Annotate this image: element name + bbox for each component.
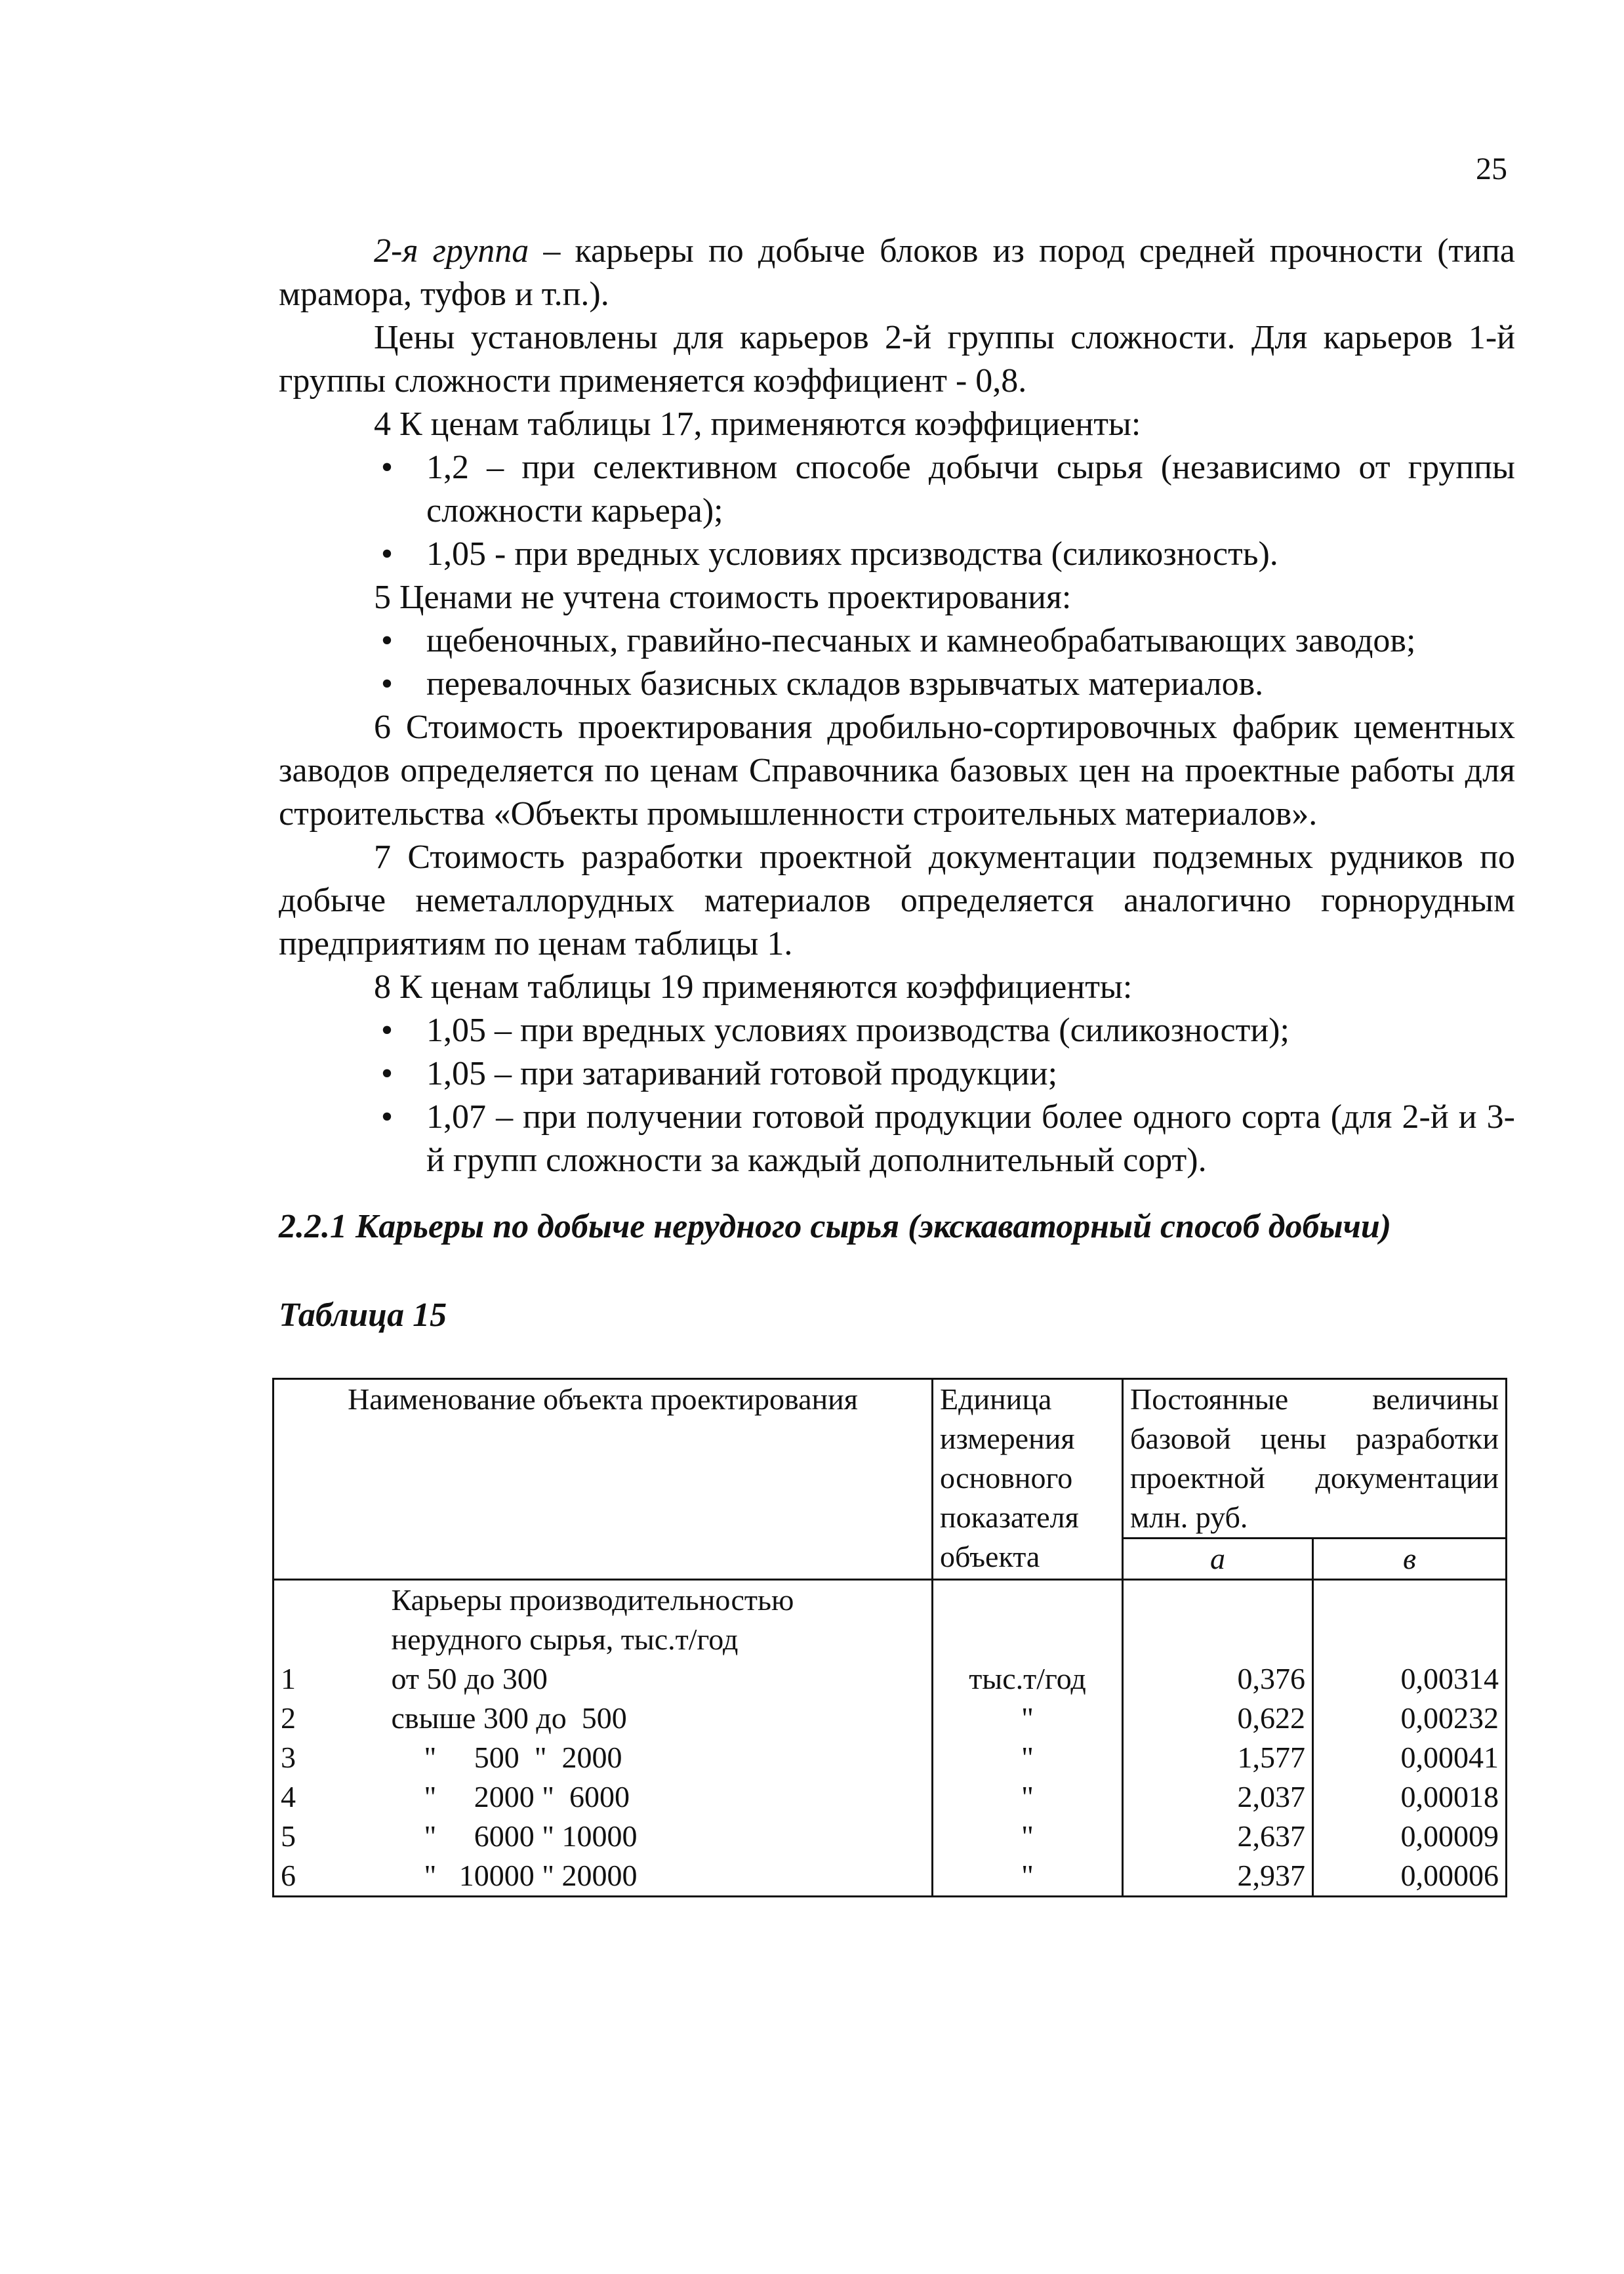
row-number: 4 [274,1777,333,1817]
body-text [279,230,1515,1182]
row-name: " 2000 " 6000 [333,1777,933,1817]
row-name: " 6000 " 10000 [333,1817,933,1856]
row-number: 5 [274,1817,333,1856]
row-unit: " [933,1777,1123,1817]
price-table [272,1378,1507,1897]
table-row [274,1659,1507,1699]
row-value-a: 0,622 [1123,1699,1313,1738]
bullet-icon: • [380,665,394,703]
row-name: свыше 300 до 500 [333,1699,933,1738]
bullet-icon: • [380,449,394,486]
section-heading: 2.2.1 Карьеры по добыче нерудного сырья (экскаваторный способ добычи) [279,1208,1392,1245]
row-number: 3 [274,1738,333,1777]
paragraph-crushing-plants: 6 Стоимость проектирования дробильно-сортировочных фабрик цементных заводов определяется по ценам Справочника базовых цен на проектные работы для строительства «Объекты промышленности строительных материалов». [279,709,1515,833]
list-item: • 1,05 – при вредных условиях производства (силикозности); [279,1009,1515,1052]
table-header-row [274,1379,1507,1539]
paragraph-prices-note: Цены установлены для карьеров 2-й группы сложности. Для карьеров 1-й группы сложности применяется коэффициент - 0,8. [279,319,1515,400]
table-row [274,1777,1507,1817]
column-header-unit: Единица измерения основного показателя объекта [933,1379,1123,1580]
row-value-a: 2,637 [1123,1817,1313,1856]
column-header-price: Постоянные величины базовой цены разработки проектной документации млн. руб. [1123,1379,1507,1539]
not-included-list [279,619,1515,706]
table-row [274,1817,1507,1856]
group-description: – карьеры по добыче блоков из пород средней прочности (типа мрамора, туфов и т.п.). [279,232,1515,313]
bullet-icon: • [380,1055,394,1092]
row-unit: " [933,1699,1123,1738]
column-header-b: в [1313,1539,1507,1580]
bullet-icon: • [380,622,394,659]
row-value-b: 0,00006 [1313,1856,1507,1897]
row-unit: " [933,1856,1123,1897]
row-name: " 10000 " 20000 [333,1856,933,1897]
bullet-icon: • [380,1098,394,1136]
list-item: • перевалочных базисных складов взрывчатых материалов. [279,663,1515,706]
bullet-icon: • [380,1012,394,1049]
row-value-a: 1,577 [1123,1738,1313,1777]
paragraph-coefficients-19: 8 К ценам таблицы 19 применяются коэффициенты: [374,968,1133,1006]
row-value-a: 0,376 [1123,1659,1313,1699]
row-value-a: 2,937 [1123,1856,1313,1897]
row-number: 6 [274,1856,333,1897]
column-header-name: Наименование объекта проектирования [274,1379,933,1580]
list-item: • 1,2 – при селективном способе добычи сырья (независимо от группы сложности карьера); [279,446,1515,533]
paragraph-not-included: 5 Ценами не учтена стоимость проектирования: [374,579,1072,616]
group-label: 2-я группа [374,232,529,270]
paragraph-underground-mines: 7 Стоимость разработки проектной документации подземных рудников по добыче неметаллорудных материалов определяется аналогично горнорудным предприятиям по ценам таблицы 1. [279,838,1515,962]
coefficients-17-list [279,446,1515,576]
paragraph-coefficients-17: 4 К ценам таблицы 17, применяются коэффициенты: [374,405,1141,443]
list-item: • 1,05 – при затариваний готовой продукции; [279,1052,1515,1096]
page-number: 25 [1476,152,1507,186]
row-number: 2 [274,1699,333,1738]
row-value-a: 2,037 [1123,1777,1313,1817]
row-unit: " [933,1738,1123,1777]
table-row [274,1699,1507,1738]
row-unit: " [933,1817,1123,1856]
coefficients-19-list [279,1009,1515,1182]
row-value-b: 0,00009 [1313,1817,1507,1856]
list-item: • 1,05 - при вредных условиях прсизводства (силикозность). [279,533,1515,576]
row-unit: тыс.т/год [933,1659,1123,1699]
table-row [274,1856,1507,1897]
row-value-b: 0,00041 [1313,1738,1507,1777]
paragraph-group-2 [279,230,1515,316]
row-value-b: 0,00232 [1313,1699,1507,1738]
table-group-row [274,1580,1507,1660]
bullet-icon: • [380,535,394,573]
row-value-b: 0,00018 [1313,1777,1507,1817]
row-name: от 50 до 300 [333,1659,933,1699]
row-value-b: 0,00314 [1313,1659,1507,1699]
table-caption: Таблица 15 [279,1296,447,1334]
column-header-a: а [1123,1539,1313,1580]
row-number: 1 [274,1659,333,1699]
group-label-cell: Карьеры производительностью нерудного сырья, тыс.т/год [333,1580,933,1660]
list-item: • щебеночных, гравийно-песчаных и камнеобрабатывающих заводов; [279,619,1515,663]
list-item: • 1,07 – при получении готовой продукции более одного сорта (для 2-й и 3-й групп сложности за каждый дополнительный сорт). [279,1096,1515,1182]
row-name: " 500 " 2000 [333,1738,933,1777]
table-row [274,1738,1507,1777]
